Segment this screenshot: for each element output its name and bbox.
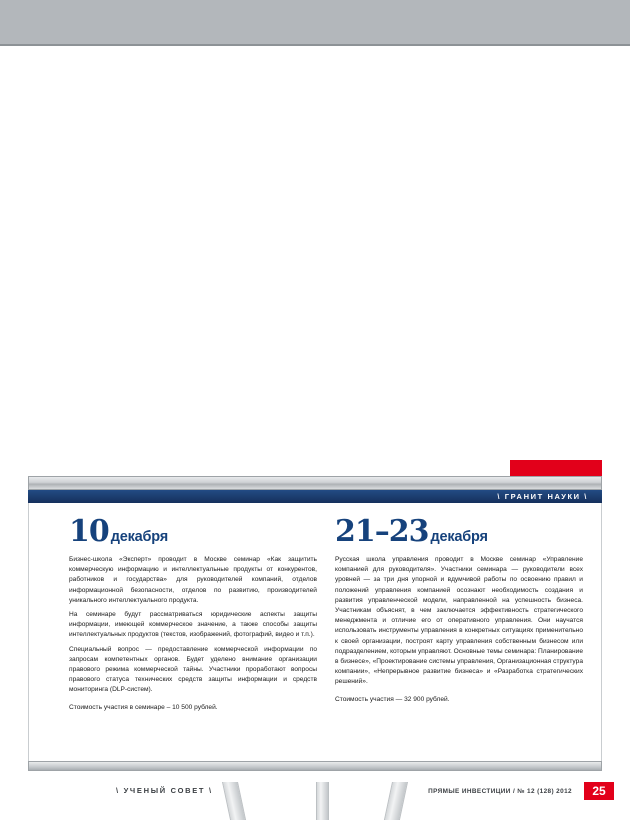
section-banner-label: \ ГРАНИТ НАУКИ \ — [497, 492, 588, 501]
section-banner — [28, 490, 602, 503]
board-surface — [28, 503, 602, 761]
board-top-rail — [28, 476, 602, 490]
footer-section-label: \ УЧЕНЫЙ СОВЕТ \ — [116, 786, 213, 795]
article-paragraph: Русская школа управления проводит в Москве семинар «Управление компанией для руководителя». Участники семинара — руководители всех уровней — за три дня упорной и вдумчивой работы по освоению правил и положений управления компанией осознают необходимость создания и развития управленческой модели, направленной на успешность бизнеса. Участникам объяснят, в чем заключается эффективность стратегического менеджмента и отличие его от оперативного управления. Они научатся использовать инструменты управления в конкретных ситуациях применительно к своей организации, построят карту управления собственным бизнесом или подразделением, которым управляют. Основные темы семинара: Планирование в бизнесе», «Проектирование системы управления, Организационная структура компании», «Непрерывное развитие бизнеса» и «Разработка стратегических решений». — [335, 556, 583, 686]
footer-publication-info: ПРЯМЫЕ ИНВЕСТИЦИИ / № 12 (128) 2012 — [428, 788, 572, 795]
article-column-right — [335, 514, 583, 705]
top-grey-band — [0, 0, 630, 44]
article-date-left — [69, 514, 317, 549]
article-date-month: декабря — [110, 529, 169, 545]
article-date-right — [335, 514, 583, 549]
top-band-divider — [0, 44, 630, 46]
presentation-board — [28, 476, 602, 788]
page-number: 25 — [584, 782, 614, 800]
article-paragraph: На семинаре будут рассматриваться юридические аспекты защиты информации, имеющей коммерческое значение, а также способы защиты интеллектуальных продуктов (текстов, изображений, фотографий, видео и т.п.). — [69, 611, 317, 639]
article-date-month: декабря — [430, 529, 488, 545]
article-price: Стоимость участия в семинаре – 10 500 рублей. — [69, 703, 218, 711]
article-paragraph: Специальный вопрос — предоставление коммерческой информации по запросам компетентных органов. Будет уделено внимание организации правового режима коммерческой тайны. Участники проработают вопросы правового статуса технических средств защиты информации и средств мониторинга (DLP-систем). — [69, 645, 317, 694]
article-date-number: 21–23 — [335, 514, 429, 549]
article-paragraph: Бизнес-школа «Эксперт» проводит в Москве семинар «Как защитить коммерческую информацию и интеллектуальные продукты от конкурентов, работников и государства» для руководителей компаний, отделов информационной безопасности, отделов по развитию, производителей уникального интеллектуального продукта. — [69, 556, 317, 604]
article-column-left — [69, 514, 317, 713]
article-price: Стоимость участия — 32 900 рублей. — [335, 695, 450, 703]
easel-leg-center — [316, 782, 329, 820]
red-accent-tab — [510, 460, 602, 477]
article-body-right — [335, 555, 583, 705]
board-bottom-rail — [28, 761, 602, 771]
article-date-number: 10 — [69, 514, 109, 549]
article-body-left — [69, 555, 317, 713]
